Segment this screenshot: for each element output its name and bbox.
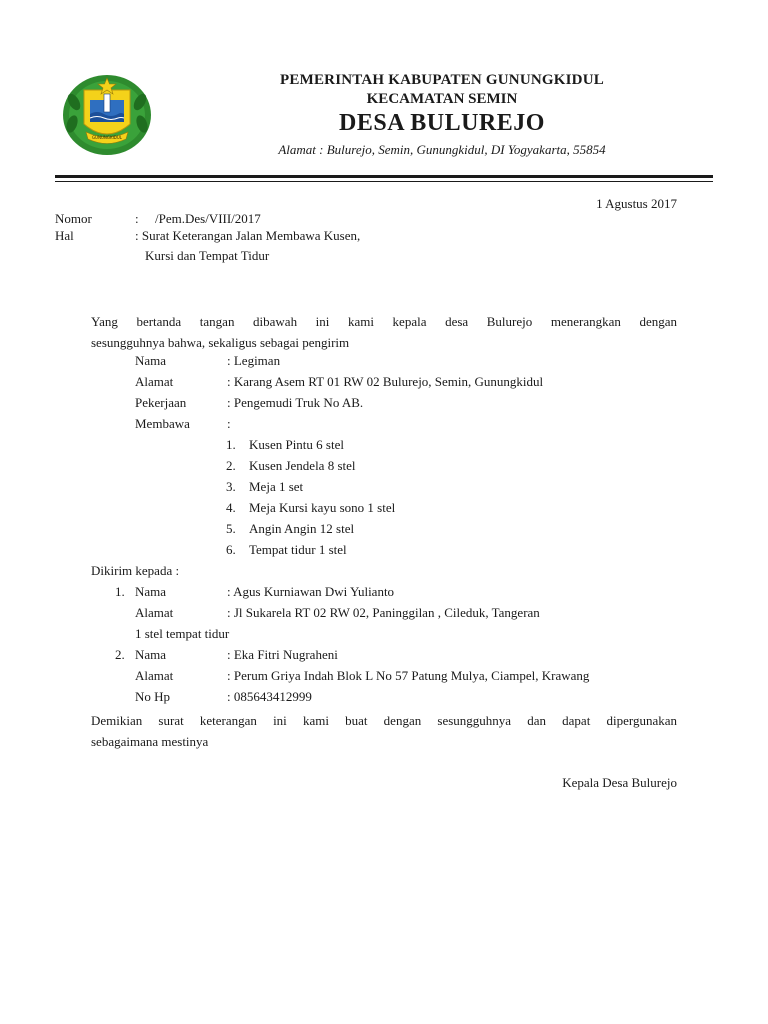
nomor-value: /Pem.Des/VIII/2017 bbox=[155, 211, 261, 226]
item-text: Kusen Jendela 8 stel bbox=[249, 458, 356, 473]
nomor-separator: : bbox=[135, 211, 139, 226]
hal-value-continued: Kursi dan Tempat Tidur bbox=[145, 248, 270, 263]
recipient-2-phone-label: No Hp bbox=[135, 689, 171, 704]
letterhead-divider bbox=[55, 175, 713, 178]
district-title: KECAMATAN SEMIN bbox=[366, 91, 518, 107]
signer-title: Kepala Desa Bulurejo bbox=[562, 775, 677, 790]
recipient-2-address-label: Alamat bbox=[135, 668, 174, 683]
intro-line-2: sesungguhnya bahwa, sekaligus sebagai pengirim bbox=[91, 335, 350, 350]
letterhead-divider-thin bbox=[55, 181, 713, 182]
intro-line-1: Yang bertanda tangan dibawah ini kami kepala desa Bulurejo menerangkan dengan bbox=[91, 314, 677, 329]
sender-address-value: : Karang Asem RT 01 RW 02 Bulurejo, Semin, Gunungkidul bbox=[227, 374, 544, 389]
recipient-1-address-label: Alamat bbox=[135, 605, 174, 620]
recipient-2-phone-value: : 085643412999 bbox=[227, 689, 312, 704]
recipients-label: Dikirim kepada : bbox=[91, 563, 180, 578]
hal-value: : Surat Keterangan Jalan Membawa Kusen, bbox=[135, 228, 361, 243]
recipient-1-name-value: : Agus Kurniawan Dwi Yulianto bbox=[227, 584, 395, 599]
recipient-1-address-value: : Jl Sukarela RT 02 RW 02, Paninggilan , Cileduk, Tangeran bbox=[227, 605, 540, 620]
recipient-2-name-label: Nama bbox=[135, 647, 167, 662]
item-number: 3. bbox=[226, 479, 236, 494]
item-text: Tempat tidur 1 stel bbox=[249, 542, 347, 557]
item-number: 6. bbox=[226, 542, 236, 557]
recipient-1-number: 1. bbox=[115, 584, 125, 599]
item-text: Kusen Pintu 6 stel bbox=[249, 437, 344, 452]
government-title: PEMERINTAH KABUPATEN GUNUNGKIDUL bbox=[280, 72, 604, 88]
sender-job-value: : Pengemudi Truk No AB. bbox=[227, 395, 364, 410]
recipient-2-name-value: : Eka Fitri Nugraheni bbox=[227, 647, 338, 662]
nomor-label: Nomor bbox=[55, 211, 92, 226]
recipient-2-number: 2. bbox=[115, 647, 125, 662]
sender-address-label: Alamat bbox=[135, 374, 174, 389]
letter-date: 1 Agustus 2017 bbox=[596, 196, 677, 211]
village-title: DESA BULUREJO bbox=[339, 110, 545, 136]
item-text: Angin Angin 12 stel bbox=[249, 521, 355, 536]
item-number: 5. bbox=[226, 521, 236, 536]
sender-carrying-label: Membawa bbox=[135, 416, 190, 431]
closing-line-2: sebagaimana mestinya bbox=[91, 734, 209, 749]
item-text: Meja 1 set bbox=[249, 479, 304, 494]
item-number: 2. bbox=[226, 458, 236, 473]
letterhead-address: Alamat : Bulurejo, Semin, Gunungkidul, DI Yogyakarta, 55854 bbox=[278, 142, 606, 157]
item-number: 4. bbox=[226, 500, 236, 515]
recipient-1-name-label: Nama bbox=[135, 584, 167, 599]
item-number: 1. bbox=[226, 437, 236, 452]
item-text: Meja Kursi kayu sono 1 stel bbox=[249, 500, 396, 515]
closing-line-1: Demikian surat keterangan ini kami buat dengan sesungguhnya dan dapat dipergunakan bbox=[91, 713, 677, 728]
sender-job-label: Pekerjaan bbox=[135, 395, 187, 410]
recipient-2-address-value: : Perum Griya Indah Blok L No 57 Patung Mulya, Ciampel, Krawang bbox=[227, 668, 590, 683]
sender-name-value: : Legiman bbox=[227, 353, 281, 368]
sender-carrying-value: : bbox=[227, 416, 231, 431]
sender-name-label: Nama bbox=[135, 353, 167, 368]
logo-ribbon-text: GUNUNGKIDUL bbox=[91, 135, 123, 140]
hal-label: Hal bbox=[55, 228, 74, 243]
recipient-1-note: 1 stel tempat tidur bbox=[135, 626, 230, 641]
